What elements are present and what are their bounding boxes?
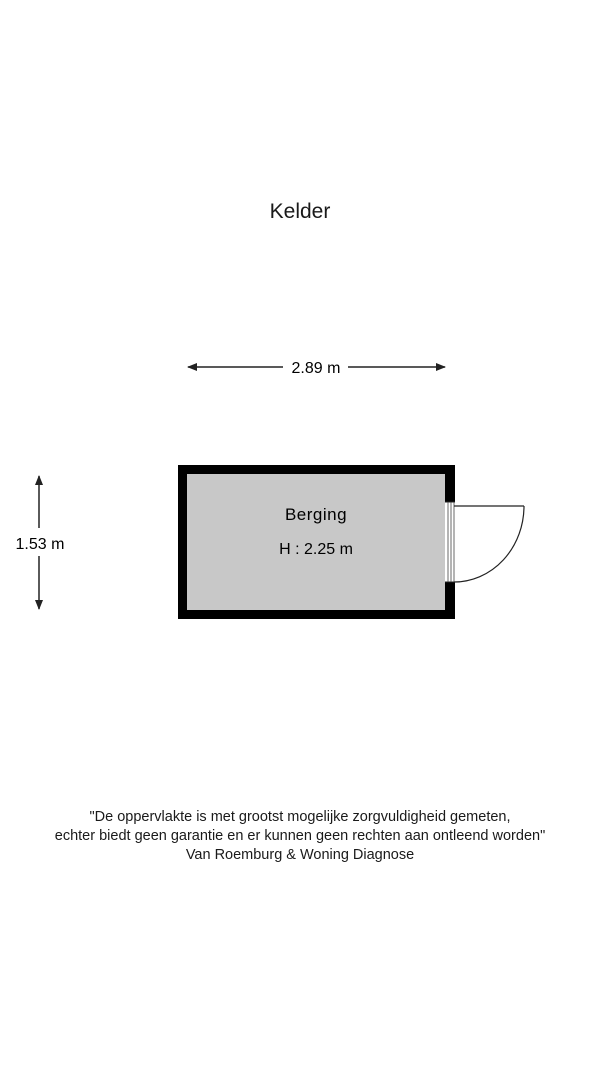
width-dimension [188,360,445,377]
floor-title: Kelder [269,200,331,223]
disclaimer [0,808,600,865]
door-swing-icon [454,506,524,582]
disclaimer-line-2: echter biedt geen garantie en er kunnen geen rechten aan ontleend worden" [54,828,546,844]
disclaimer-line-1: "De oppervlakte is met grootst mogelijke zorgvuldigheid gemeten, [89,809,511,825]
room-name: Berging [284,505,348,524]
height-label: 1.53 m [15,536,65,553]
room-berging [178,465,524,619]
door-opening [445,502,455,582]
room-ceiling-height: H : 2.25 m [279,541,353,558]
height-dimension [16,476,65,609]
width-label: 2.89 m [291,360,341,377]
disclaimer-line-3: Van Roemburg & Woning Diagnose [185,847,415,863]
